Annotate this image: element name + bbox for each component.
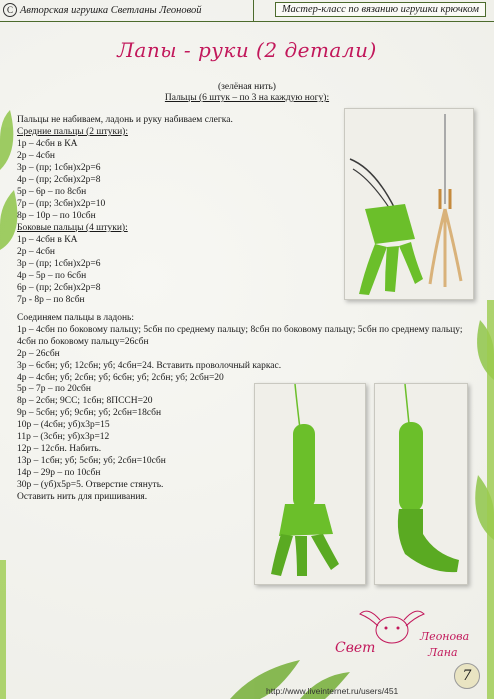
row-line: Оставить нить для пришивания. — [17, 491, 148, 502]
header-masterclass: Мастер-класс по вязанию игрушки крючком — [275, 2, 486, 17]
signature-first: Свет — [335, 640, 376, 656]
row-line: 1р – 4сбн в КА — [17, 235, 78, 245]
palm-heading: Соединяем пальцы в ладонь: — [17, 313, 135, 323]
row-line: 5р – 7р – по 20сбн — [17, 384, 91, 395]
side-fingers-heading: Боковые пальцы (4 штуки): — [17, 223, 128, 233]
intro-line: Пальцы не набиваем, ладонь и руку набиваем слегка. — [17, 115, 233, 125]
row-line: 12р – 12сбн. Набить. — [17, 443, 102, 454]
row-line: 8р – 10р – по 10сбн — [17, 211, 96, 221]
row-line: 7р - 8р – по 8сбн — [17, 295, 85, 305]
fingers-heading: Пальцы (6 штук – по 3 на каждую ногу): — [164, 93, 330, 103]
row-line: 9р – 5сбн; уб; 9сбн; уб; 2сбн=18сбн — [17, 408, 162, 419]
header-author-text: Авторская игрушка Светланы Леоновой — [20, 5, 202, 16]
row-line: 13р – 1сбн; уб; 5сбн; уб; 2сбн=10сбн — [17, 455, 166, 466]
header-divider — [253, 0, 254, 21]
row-line: 8р – 2сбн; 9СС; 1сбн; 8ПССН=20 — [17, 396, 153, 407]
row-line: 11р – (3сбн; уб)х3р=12 — [17, 432, 110, 443]
watermark-url: http://www.liveinternet.ru/users/451 — [266, 686, 399, 696]
middle-fingers-heading: Средние пальцы (2 штуки): — [17, 127, 128, 137]
photo-fingers-wire — [344, 108, 474, 300]
yarn-color-note: (зелёная нить) — [218, 82, 276, 92]
row-line: 14р – 29р – по 10сбн — [17, 467, 101, 478]
signature-name: Лана — [428, 646, 458, 659]
row-line: 2р – 26сбн — [17, 348, 60, 359]
page-number: 7 — [454, 663, 480, 689]
row-line: 6р – (пр; 2сбн)х2р=8 — [17, 283, 101, 293]
row-line: 2р – 4сбн — [17, 247, 55, 257]
row-line: 1р – 4сбн по боковому пальцу; 5сбн по среднему пальцу; 8сбн по боковому пальцу; 5сбн по среднему пальцу; 4сбн по боковому пальцу=26сбн — [17, 324, 463, 347]
photo-hand-front — [254, 383, 366, 585]
row-line: 4р – 4сбн; уб; 2сбн; уб; 6сбн; уб; 2сбн; уб; 2сбн=20 — [17, 372, 224, 383]
page-header — [0, 0, 494, 22]
signature-last: Леонова — [420, 630, 470, 643]
row-line: 10р – (4сбн; уб)х3р=15 — [17, 420, 110, 431]
leaf-decoration — [0, 110, 13, 170]
photo-hand-side — [374, 383, 468, 585]
row-line: 5р – 6р – по 8сбн — [17, 187, 87, 197]
row-line: 3р – (пр; 1сбн)х2р=6 — [17, 259, 101, 269]
row-line: 4р – (пр; 2сбн)х2р=8 — [17, 175, 101, 185]
row-line: 1р – 4сбн в КА — [17, 139, 78, 149]
row-line: 2р – 4сбн — [17, 151, 55, 161]
instructions-top — [17, 114, 335, 306]
row-line: 4р – 5р – по 6сбн — [17, 271, 87, 281]
header-rule — [0, 21, 494, 22]
header-author — [3, 3, 202, 17]
page-title: Лапы - руки (2 детали) — [117, 38, 377, 62]
row-line: 7р – (пр; 3сбн)х2р=10 — [17, 199, 106, 209]
copyright-icon: C — [3, 3, 17, 17]
row-line: 3р – 6сбн; уб; 12сбн; уб; 4сбн=24. Вставить проволочный каркас. — [17, 360, 282, 371]
row-line: 3р – (пр; 1сбн)х2р=6 — [17, 163, 101, 173]
row-line: 30р – (уб)х5р=5. Отверстие стянуть. — [17, 479, 164, 490]
